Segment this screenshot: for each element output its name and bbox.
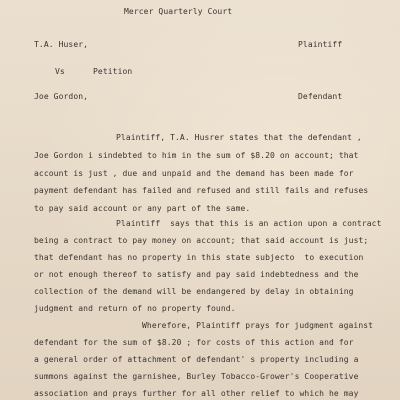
defendant-role: Defendant	[298, 92, 343, 101]
body-line: Plaintiff, T.A. Husrer states that the defendant ,	[116, 133, 362, 142]
body-line: association and prays further for all other relief to which he may	[34, 389, 359, 398]
body-line: account is just , due and unpaid and the demand has been made for	[34, 169, 354, 178]
defendant-name: Joe Gordon,	[34, 92, 89, 101]
body-line: that defendant has no property in this state subjecto to execution	[34, 253, 364, 262]
body-line: judgment and return of no property found.	[34, 304, 236, 313]
versus-label: Vs	[55, 67, 65, 76]
body-line: Joe Gordon i sindebted to him in the sum of $8.20 on account; that	[34, 151, 359, 160]
body-line: to pay said account or any part of the same.	[34, 204, 251, 213]
body-line: payment defendant has failed and refused and still fails and refuses	[34, 186, 369, 195]
petition-label: Petition	[93, 67, 133, 76]
body-line: being a contract to pay money on account; that said account is just;	[34, 236, 369, 245]
body-line: or not enough thereof to satisfy and pay said indebtedness and the	[34, 270, 359, 279]
plaintiff-role: Plaintiff	[298, 40, 343, 49]
body-line: collection of the demand will be endangered by delay in obtaining	[34, 287, 354, 296]
plaintiff-name: T.A. Huser,	[34, 40, 89, 49]
body-line: summons against the garnishee, Burley Tobacco-Grower's Cooperative	[34, 372, 359, 381]
court-title: Mercer Quarterly Court	[124, 7, 233, 16]
body-line: defendant for the sum of $8.20 ; for costs of this action and for	[34, 338, 354, 347]
body-line: Plaintiff says that this is an action upon a contract	[116, 219, 382, 228]
body-line: a general order of attachment of defendant' s property including a	[34, 355, 359, 364]
body-line: Wherefore, Plaintiff prays for judgment against	[142, 321, 374, 330]
